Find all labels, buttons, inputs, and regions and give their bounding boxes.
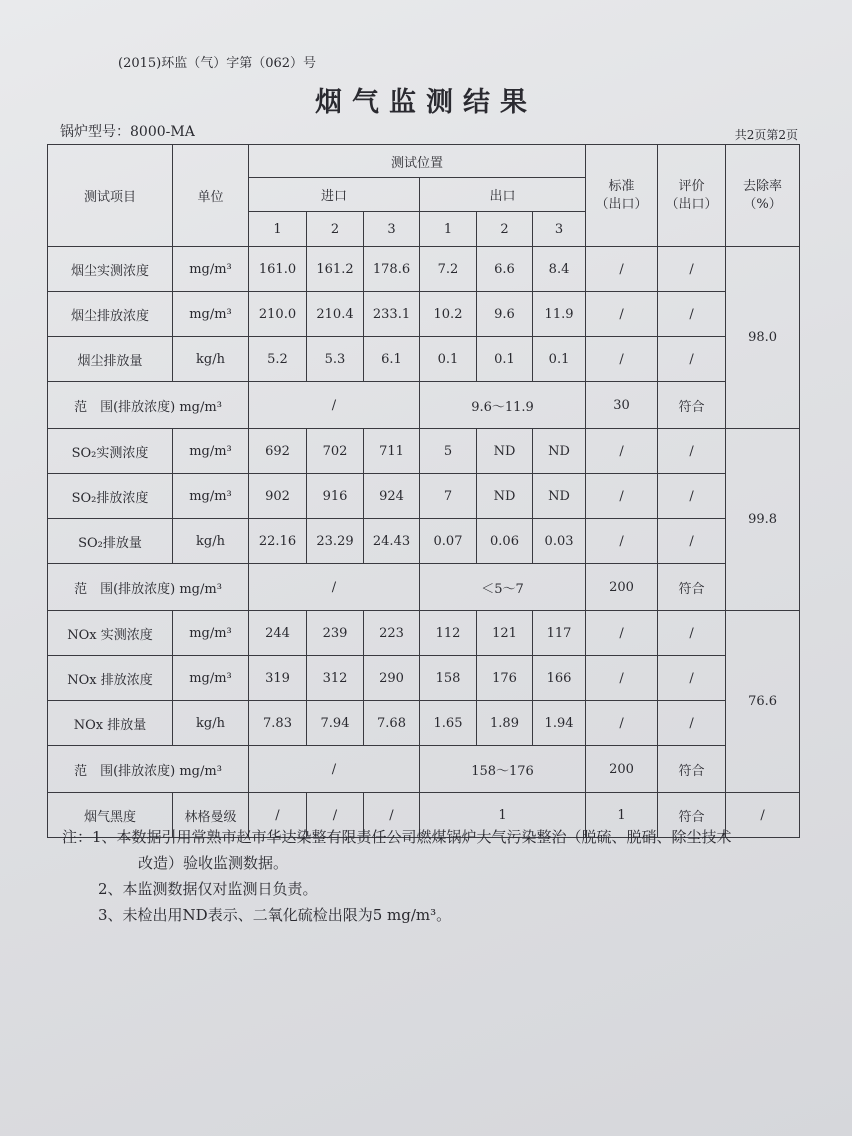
evaluation-cell: / (658, 429, 726, 474)
item-cell: SO₂排放浓度 (48, 474, 173, 519)
page-info: 共2页第2页 (734, 128, 798, 142)
value-cell: 8.4 (533, 247, 586, 292)
table-row (48, 474, 800, 519)
value-cell: 1.94 (533, 701, 586, 746)
value-cell: 5 (420, 429, 477, 474)
item-cell: 烟尘排放量 (48, 337, 173, 382)
value-cell: 0.07 (420, 519, 477, 564)
value-cell: 1.89 (477, 701, 533, 746)
range-outlet-cell: 9.6～11.9 (420, 382, 586, 429)
range-label-cell: 范 围(排放浓度) mg/m³ (48, 746, 249, 793)
evaluation-cell: 符合 (658, 746, 726, 793)
note-3: 3、未检出用ND表示、二氧化硫检出限为5 mg/m³。 (98, 906, 452, 924)
value-cell: 233.1 (364, 292, 420, 337)
removal-cell: / (726, 793, 800, 838)
item-cell: NOx 排放量 (48, 701, 173, 746)
unit-cell: kg/h (173, 519, 249, 564)
index-inlet-1: 1 (249, 212, 307, 247)
index-outlet-3: 3 (533, 212, 586, 247)
table-row (48, 337, 800, 382)
value-cell: 117 (533, 611, 586, 656)
evaluation-cell: / (658, 247, 726, 292)
table-row-range (48, 564, 800, 611)
value-cell: 0.1 (533, 337, 586, 382)
range-inlet-cell: / (249, 564, 420, 611)
standard-cell: / (586, 519, 658, 564)
item-cell: 烟气黑度 (48, 793, 173, 838)
evaluation-cell: / (658, 701, 726, 746)
standard-cell: 200 (586, 746, 658, 793)
unit-cell: mg/m³ (173, 611, 249, 656)
evaluation-cell: 符合 (658, 382, 726, 429)
evaluation-cell: 符合 (658, 793, 726, 838)
value-cell: 5.3 (307, 337, 364, 382)
value-cell: 11.9 (533, 292, 586, 337)
header-position: 测试位置 (249, 145, 586, 178)
value-cell: ND (533, 474, 586, 519)
value-cell: 176 (477, 656, 533, 701)
table-row (48, 611, 800, 656)
value-cell: 0.1 (420, 337, 477, 382)
standard-cell: / (586, 474, 658, 519)
value-cell: 711 (364, 429, 420, 474)
removal-cell: 76.6 (726, 611, 800, 793)
range-label-cell: 范 围(排放浓度) mg/m³ (48, 382, 249, 429)
evaluation-cell: / (658, 611, 726, 656)
table-row (48, 701, 800, 746)
standard-cell: 200 (586, 564, 658, 611)
standard-cell: / (586, 701, 658, 746)
value-cell: 6.6 (477, 247, 533, 292)
value-cell: 6.1 (364, 337, 420, 382)
value-cell: 121 (477, 611, 533, 656)
value-cell: 319 (249, 656, 307, 701)
value-cell: 178.6 (364, 247, 420, 292)
unit-cell: mg/m³ (173, 247, 249, 292)
standard-cell: / (586, 429, 658, 474)
value-cell: 210.0 (249, 292, 307, 337)
value-cell: 24.43 (364, 519, 420, 564)
index-outlet-2: 2 (477, 212, 533, 247)
value-cell: 916 (307, 474, 364, 519)
standard-cell: / (586, 247, 658, 292)
value-cell: 9.6 (477, 292, 533, 337)
value-cell: / (307, 793, 364, 838)
value-cell: 7.94 (307, 701, 364, 746)
standard-cell: 30 (586, 382, 658, 429)
table-row (48, 519, 800, 564)
index-inlet-3: 3 (364, 212, 420, 247)
document-title: 烟气监测结果 (315, 87, 537, 118)
range-outlet-cell: ＜5～7 (420, 564, 586, 611)
item-cell: 烟尘实测浓度 (48, 247, 173, 292)
unit-cell: kg/h (173, 701, 249, 746)
unit-cell: 林格曼级 (173, 793, 249, 838)
evaluation-cell: / (658, 292, 726, 337)
evaluation-cell: / (658, 337, 726, 382)
item-cell: 烟尘排放浓度 (48, 292, 173, 337)
table-row-range (48, 746, 800, 793)
value-cell: 290 (364, 656, 420, 701)
standard-cell: / (586, 337, 658, 382)
value-cell: 7.83 (249, 701, 307, 746)
boiler-model: 锅炉型号：8000-MA (60, 124, 195, 140)
index-outlet-1: 1 (420, 212, 477, 247)
standard-cell: / (586, 292, 658, 337)
value-cell: 22.16 (249, 519, 307, 564)
value-cell: 161.0 (249, 247, 307, 292)
document-number: (2015)环监（气）字第（062）号 (118, 56, 317, 71)
value-cell: ND (477, 474, 533, 519)
unit-cell: kg/h (173, 337, 249, 382)
unit-cell: mg/m³ (173, 292, 249, 337)
evaluation-cell: 符合 (658, 564, 726, 611)
standard-cell: 1 (586, 793, 658, 838)
header-standard: 标准 （出口） (586, 145, 658, 247)
value-cell: 166 (533, 656, 586, 701)
header-outlet: 出口 (420, 178, 586, 212)
unit-cell: mg/m³ (173, 656, 249, 701)
value-cell: 210.4 (307, 292, 364, 337)
value-cell: 112 (420, 611, 477, 656)
value-cell: ND (477, 429, 533, 474)
standard-cell: / (586, 611, 658, 656)
table-row (48, 656, 800, 701)
header-removal: 去除率 （%） (726, 145, 800, 247)
table-row-range (48, 382, 800, 429)
note-1-cont: 改造）验收监测数据。 (138, 854, 289, 872)
range-inlet-cell: / (249, 382, 420, 429)
value-cell: 239 (307, 611, 364, 656)
item-cell: SO₂排放量 (48, 519, 173, 564)
value-cell: 312 (307, 656, 364, 701)
removal-cell: 98.0 (726, 247, 800, 429)
evaluation-cell: / (658, 474, 726, 519)
unit-cell: mg/m³ (173, 429, 249, 474)
value-cell: 223 (364, 611, 420, 656)
value-cell: / (364, 793, 420, 838)
value-cell: 7.68 (364, 701, 420, 746)
header-inlet: 进口 (249, 178, 420, 212)
range-label-cell: 范 围(排放浓度) mg/m³ (48, 564, 249, 611)
value-cell: 1 (420, 793, 586, 838)
value-cell: 0.06 (477, 519, 533, 564)
value-cell: 10.2 (420, 292, 477, 337)
results-table (47, 144, 800, 838)
value-cell: 7.2 (420, 247, 477, 292)
range-inlet-cell: / (249, 746, 420, 793)
value-cell: 7 (420, 474, 477, 519)
value-cell: 1.65 (420, 701, 477, 746)
evaluation-cell: / (658, 519, 726, 564)
value-cell: 161.2 (307, 247, 364, 292)
index-inlet-2: 2 (307, 212, 364, 247)
header-evaluation: 评价 （出口） (658, 145, 726, 247)
removal-cell: 99.8 (726, 429, 800, 611)
value-cell: 5.2 (249, 337, 307, 382)
table-row (48, 292, 800, 337)
value-cell: 702 (307, 429, 364, 474)
table-row (48, 247, 800, 292)
value-cell: ND (533, 429, 586, 474)
value-cell: 158 (420, 656, 477, 701)
note-1: 注：1、本数据引用常熟市赵市华达染整有限责任公司燃煤锅炉大气污染整治（脱硫、脱硝、除尘技术 (62, 828, 732, 846)
value-cell: 0.1 (477, 337, 533, 382)
note-2: 2、本监测数据仅对监测日负责。 (98, 880, 318, 898)
value-cell: 902 (249, 474, 307, 519)
value-cell: 924 (364, 474, 420, 519)
value-cell: 23.29 (307, 519, 364, 564)
value-cell: 244 (249, 611, 307, 656)
unit-cell: mg/m³ (173, 474, 249, 519)
item-cell: NOx 实测浓度 (48, 611, 173, 656)
item-cell: SO₂实测浓度 (48, 429, 173, 474)
value-cell: 0.03 (533, 519, 586, 564)
evaluation-cell: / (658, 656, 726, 701)
item-cell: NOx 排放浓度 (48, 656, 173, 701)
table-row (48, 429, 800, 474)
standard-cell: / (586, 656, 658, 701)
header-unit: 单位 (173, 145, 249, 247)
value-cell: / (249, 793, 307, 838)
notes (62, 824, 732, 928)
header-item: 测试项目 (48, 145, 173, 247)
range-outlet-cell: 158～176 (420, 746, 586, 793)
value-cell: 692 (249, 429, 307, 474)
